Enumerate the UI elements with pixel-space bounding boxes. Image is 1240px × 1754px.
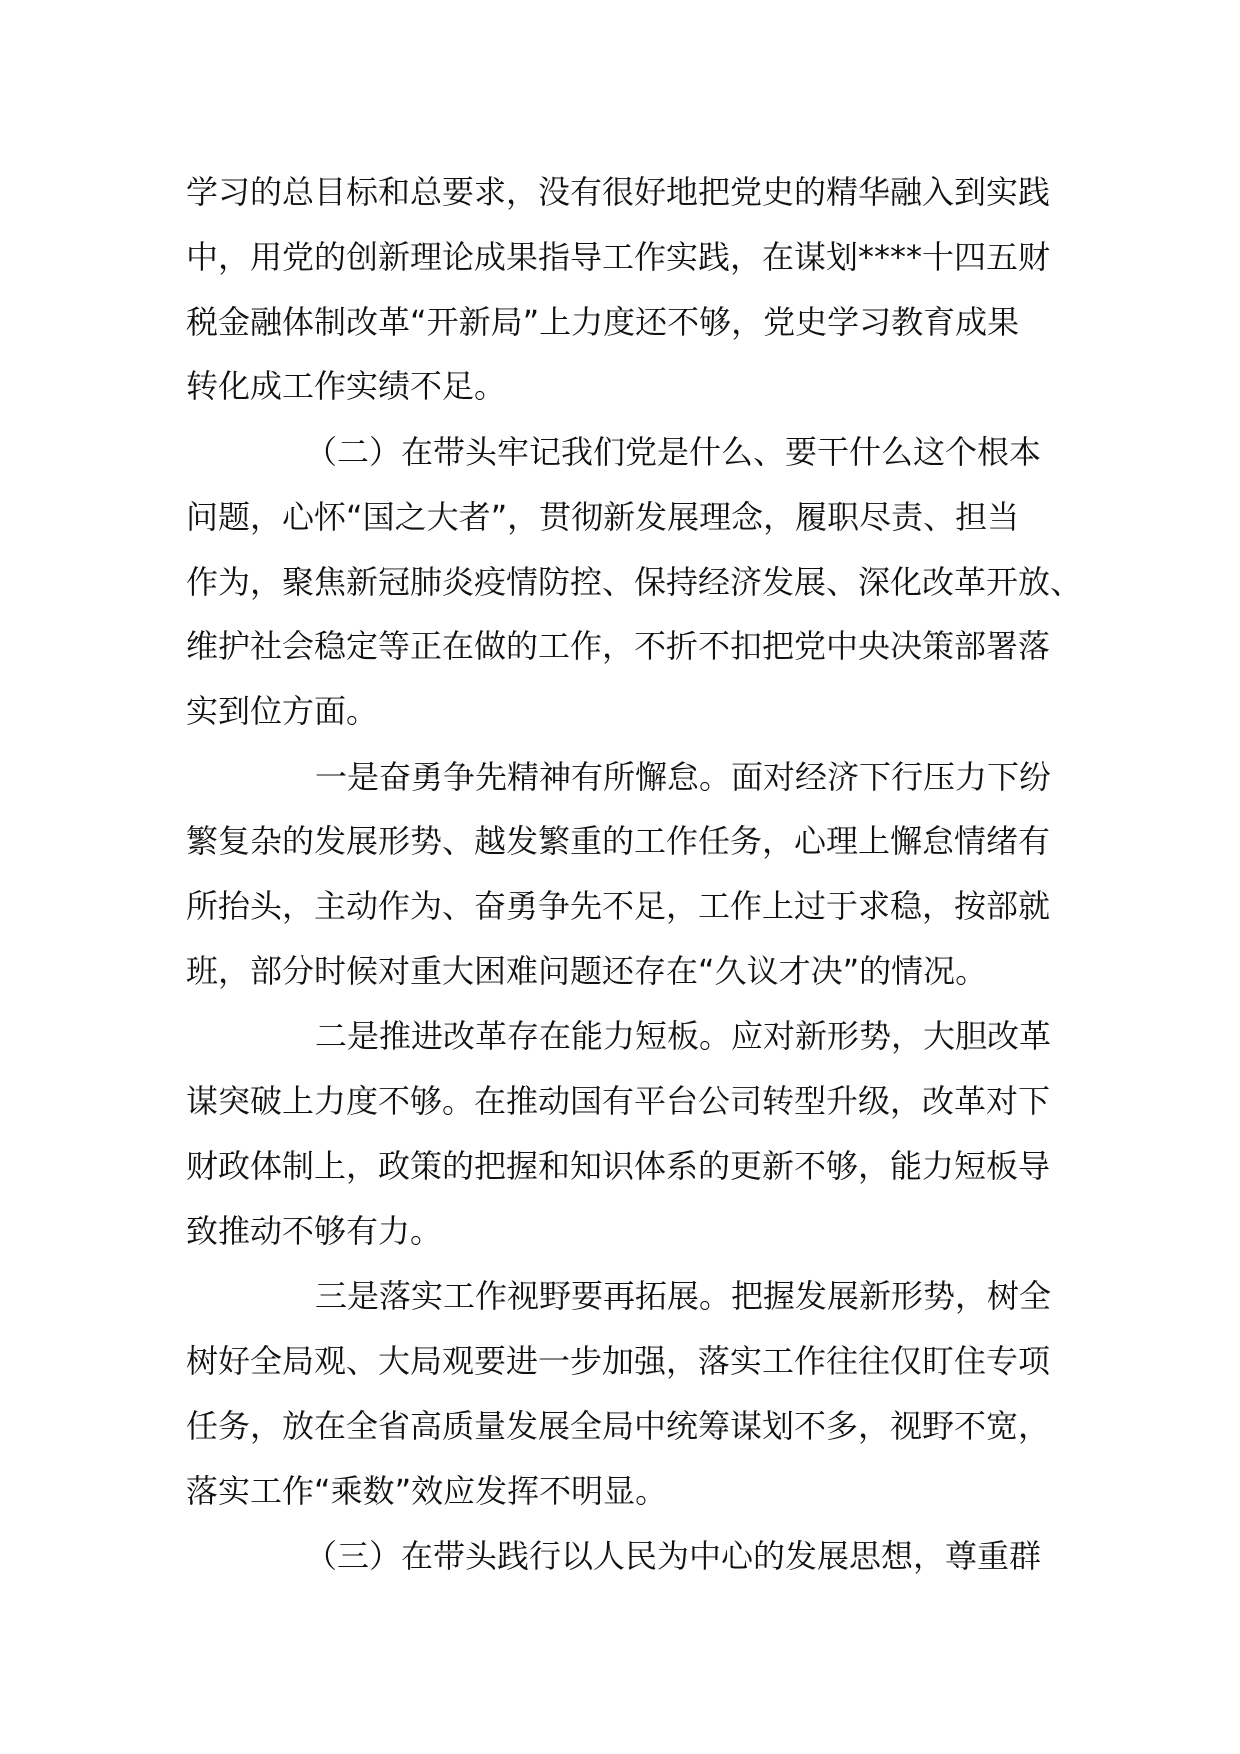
- text-line: 树好全局观、大局观要进一步加强，落实工作往往仅盯住专项: [186, 1342, 1051, 1380]
- section-heading-3: （三）在带头践行以人民为中心的发展思想，尊重群: [305, 1537, 1042, 1575]
- text-line: 维护社会稳定等正在做的工作，不折不扣把党中央决策部署落: [186, 627, 1051, 665]
- text-line: 问题，心怀“国之大者”，贯彻新发展理念，履职尽责、担当: [186, 498, 1020, 536]
- text-line: 任务，放在全省高质量发展全局中统筹谋划不多，视野不宽，: [186, 1407, 1051, 1445]
- text-line: 谋突破上力度不够。在推动国有平台公司转型升级，改革对下: [186, 1082, 1051, 1120]
- paragraph-first-line: 一是奋勇争先精神有所懈怠。面对经济下行压力下纷: [315, 758, 1052, 796]
- paragraph-first-line: 二是推进改革存在能力短板。应对新形势，大胆改革: [315, 1017, 1052, 1055]
- text-line: 转化成工作实绩不足。: [186, 367, 507, 405]
- section-heading-2: （二）在带头牢记我们党是什么、要干什么这个根本: [305, 433, 1042, 471]
- paragraph-first-line: 三是落实工作视野要再拓展。把握发展新形势，树全: [315, 1277, 1052, 1315]
- text-line: 税金融体制改革“开新局”上力度还不够，党史学习教育成果: [186, 303, 1020, 341]
- text-line: 学习的总目标和总要求，没有很好地把党史的精华融入到实践: [186, 173, 1051, 211]
- text-line: 中，用党的创新理论成果指导工作实践，在谋划****十四五财: [186, 238, 1051, 276]
- text-line: 所抬头，主动作为、奋勇争先不足，工作上过于求稳，按部就: [186, 887, 1051, 925]
- text-line: 班，部分时候对重大困难问题还存在“久议才决”的情况。: [186, 952, 988, 990]
- text-line: 落实工作“乘数”效应发挥不明显。: [186, 1472, 668, 1510]
- text-line: 财政体制上，政策的把握和知识体系的更新不够，能力短板导: [186, 1147, 1051, 1185]
- text-line: 致推动不够有力。: [186, 1212, 443, 1250]
- text-line: 繁复杂的发展形势、越发繁重的工作任务，心理上懈怠情绪有: [186, 822, 1051, 860]
- text-line: 作为，聚焦新冠肺炎疫情防控、保持经济发展、深化改革开放、: [186, 563, 1083, 601]
- text-line: 实到位方面。: [186, 692, 379, 730]
